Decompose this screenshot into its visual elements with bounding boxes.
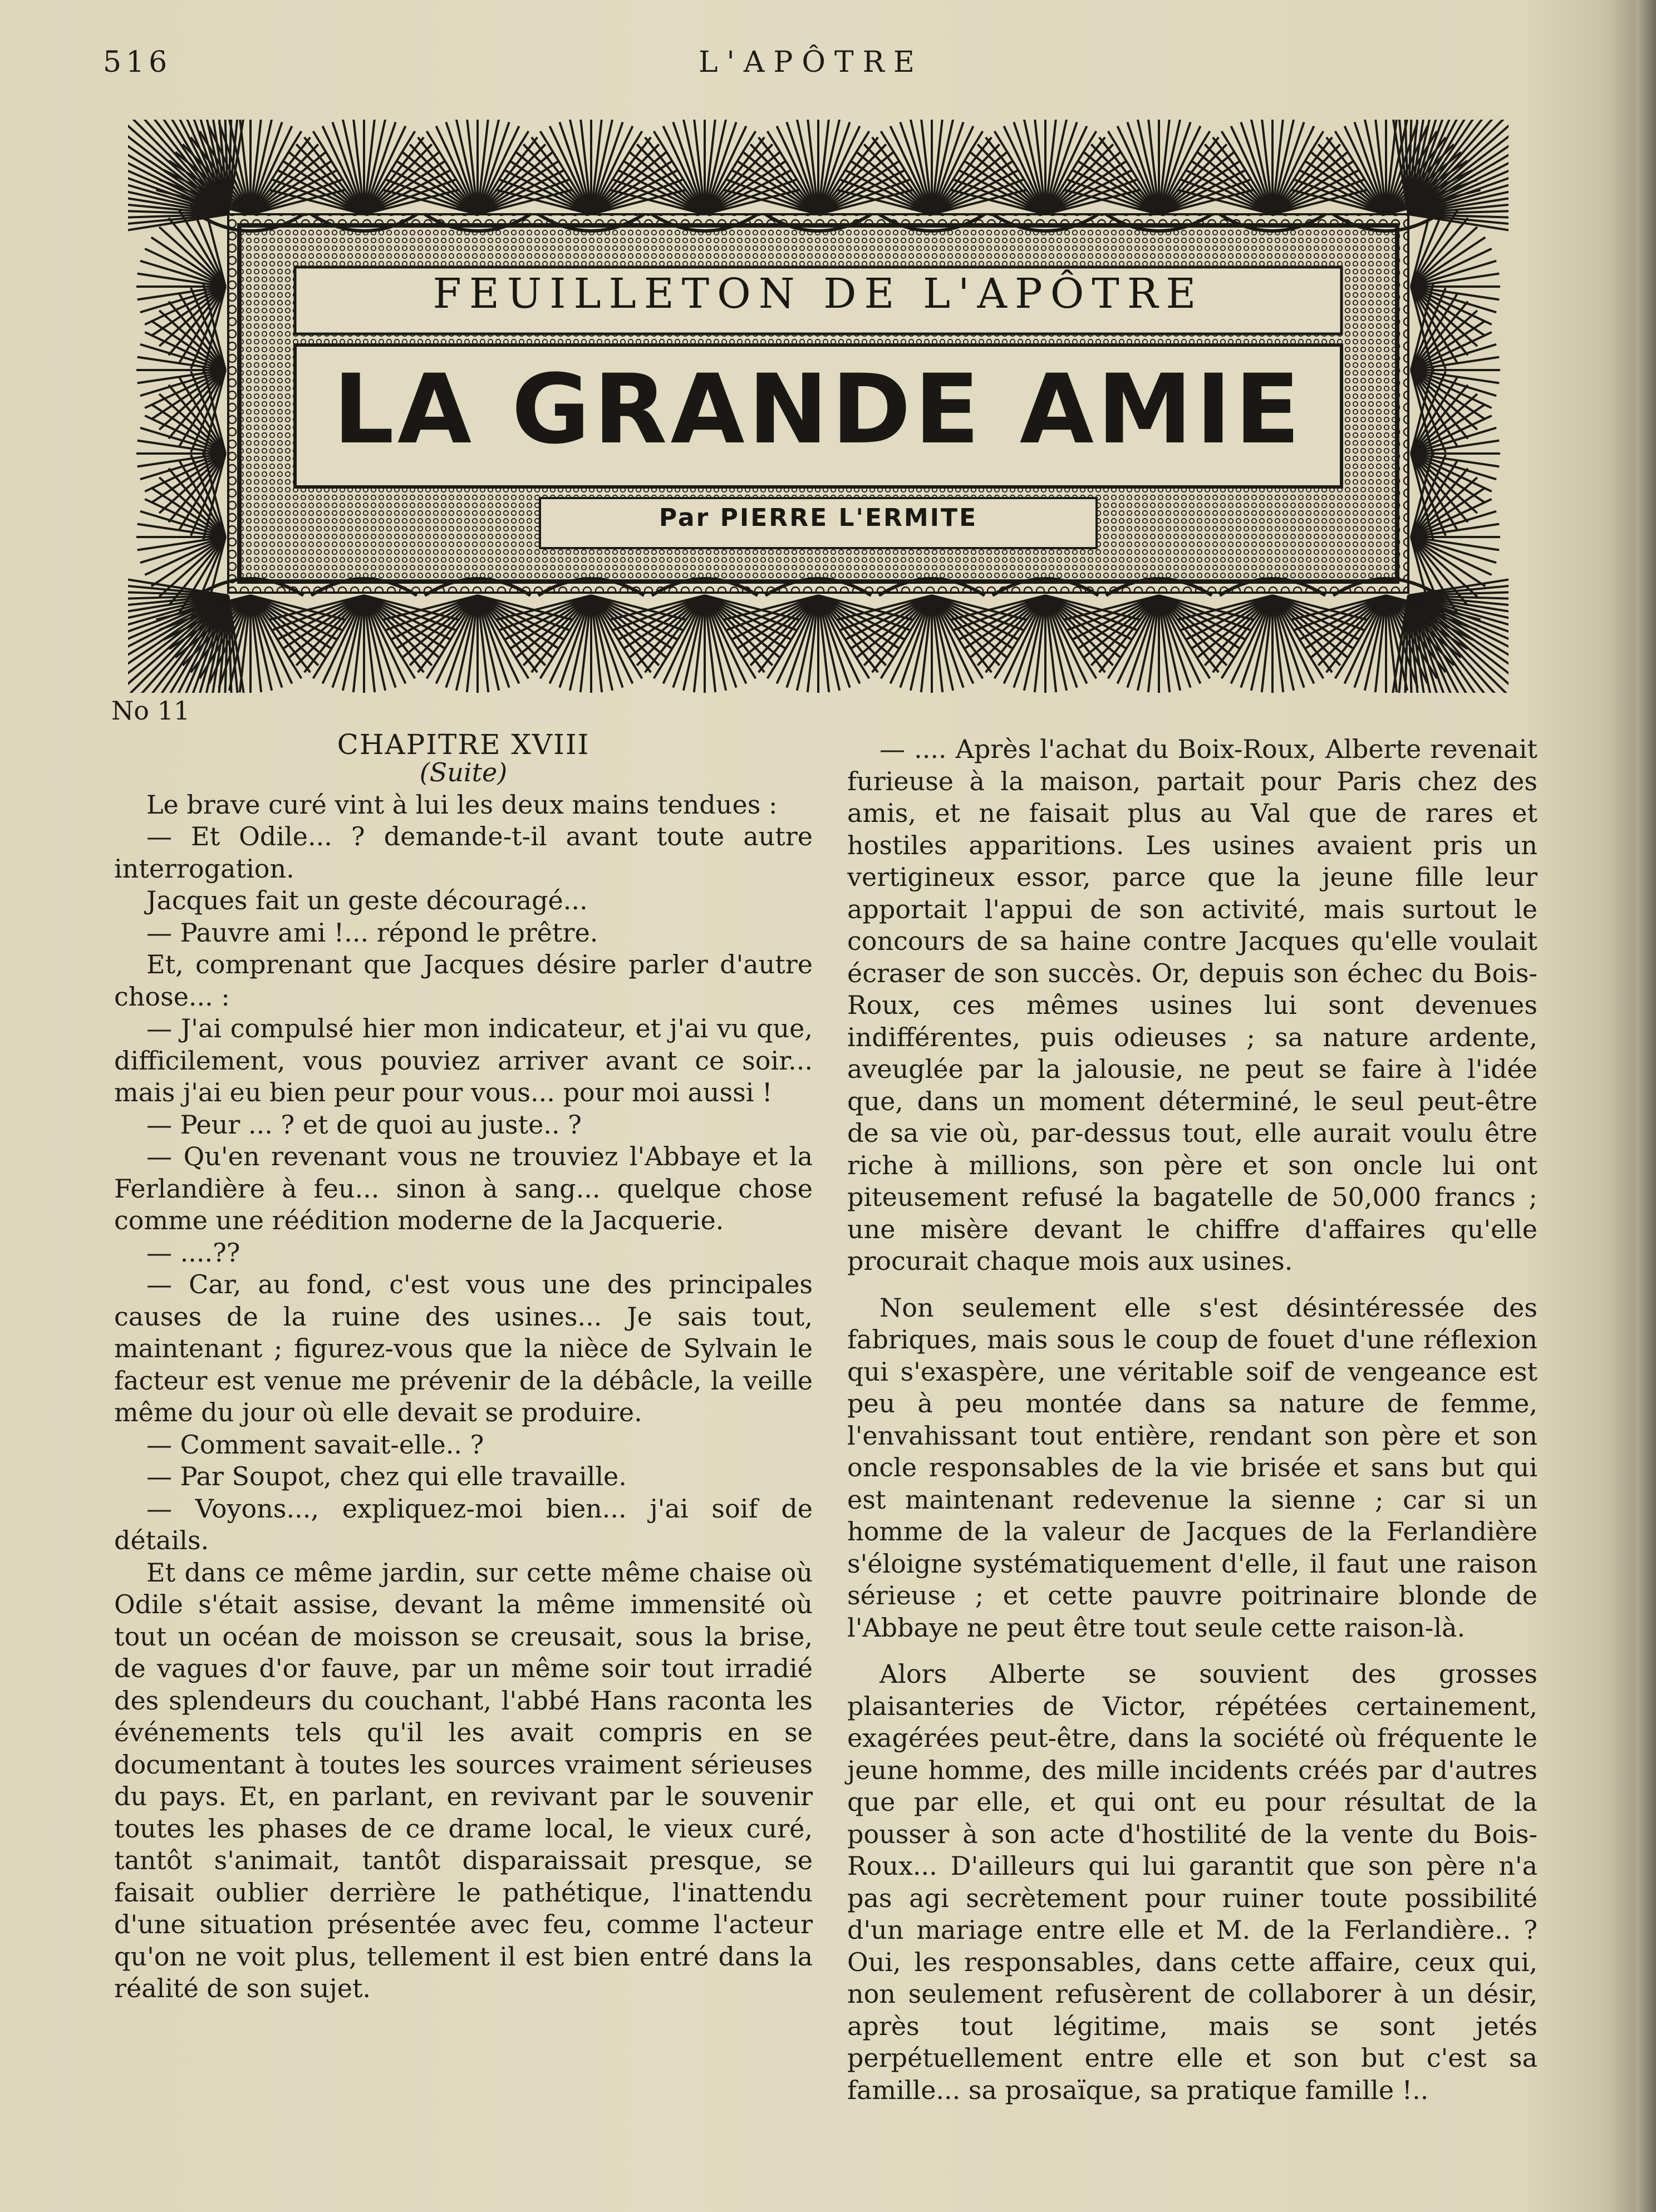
story-title: LA GRANDE AMIE: [333, 353, 1304, 465]
journal-title: L'APÔTRE: [699, 46, 923, 79]
paragraph: — Et Odile... ? demande-t-il avant toute autre interrogation.: [114, 821, 813, 884]
paragraph: — Qu'en revenant vous ne trouviez l'Abbaye et la Ferlandière à feu... sinon à sang... quelque chose comme une réédition moderne de la Jacquerie.: [114, 1141, 813, 1235]
paragraph: — Car, au fond, c'est vous une des principales causes de la ruine des usines... Je sais tout, maintenant ; figurez-vous que la nièce de Sylvain le facteur est venue me prévenir de la débâcle, la veille même du jour où elle devait se produire.: [114, 1269, 813, 1427]
paragraph: — Par Soupot, chez qui elle travaille.: [146, 1461, 627, 1491]
paragraph: Et, comprenant que Jacques désire parler d'autre chose... :: [114, 949, 813, 1012]
paragraph: — .... Après l'achat du Boix-Roux, Alberte revenait furieuse à la maison, partait pour Paris chez des amis, et ne faisait plus au Val que de rares et hostiles apparitions. Les usines avaient pris un vertigineux essor, parce que la jeune fille leur apportait l'appui de son activité, mais surtout le concours de sa haine contre Jacques qu'elle voulait écraser de son succès. Or, depuis son échec du Bois-Roux, ces mêmes usines lui sont devenues indifférentes, puis odieuses ; sa nature ardente, aveuglée par la jalousie, ne peut se faire à l'idée que, dans un moment déterminé, le seul peut-être de sa vie où, par-dessus tout, elle aurait voulu être riche à millions, son père et son oncle lui ont piteusement refusé la bagatelle de 50,000 francs ; une misère devant le chiffre d'affaires qu'elle procurait chaque mois aux usines.: [847, 734, 1537, 1276]
page-number: 516: [103, 46, 172, 79]
page-edge-shadow: [1636, 0, 1656, 2212]
paragraph: Et dans ce même jardin, sur cette même chaise où Odile s'était assise, devant la même immensité où tout un océan de moisson se creusait, sous la brise, de vagues d'or fauve, par un même soir tout irradié des splendeurs du couchant, l'abbé Hans raconta les événements tels qu'il les avait compris en se documentant à toutes les sources vraiment sérieuses du pays. Et, en parlant, en revivant par le souvenir toutes les phases de ce drame local, le vieux curé, tantôt s'animait, tantôt disparaissait presque, se faisait oublier derrière le pathétique, l'inattendu d'une situation présentée avec feu, comme l'acteur qu'on ne voit plus, tellement il est bien entré dans la réalité de son sujet.: [114, 1557, 813, 2003]
chapter-subheading: (Suite): [419, 757, 508, 787]
left-column: [114, 729, 813, 2005]
paragraph: Alors Alberte se souvient des grosses plaisanteries de Victor, répétées certainement, exagérées peut-être, dans la société où fréquente le jeune homme, des mille incidents créés par d'autres que par elle, et qui ont eu pour résultat de la pousser à son acte d'hostilité de la vente du Bois-Roux... D'ailleurs qui lui garantit que son père n'a pas agi secrètement pour ruiner toute possibilité d'un mariage entre elle et M. de la Ferlandière.. ? Oui, les responsables, dans cette affaire, ceux qui, non seulement refusèrent de collaborer à un désir, après tout légitime, mais se sont jetés perpétuellement entre elle et son but c'est sa famille... sa prosaïque, sa pratique famille !..: [847, 1659, 1537, 2105]
paragraph: — ....??: [146, 1237, 240, 1268]
paragraph: Jacques fait un geste découragé...: [146, 885, 588, 915]
paragraph: — J'ai compulsé hier mon indicateur, et j'ai vu que, difficilement, vous pouviez arriver avant ce soir... mais j'ai eu bien peur pour vous... pour moi aussi !: [114, 1013, 813, 1107]
running-head: [103, 39, 949, 89]
feuilleton-banner: [128, 120, 1508, 693]
paragraph: Non seulement elle s'est désintéressée des fabriques, mais sous le coup de fouet d'une réflexion qui s'exaspère, une véritable soif de vengeance est peu à peu montée dans sa nature de femme, l'envahissant tout entière, rendant son père et son oncle responsables de la vie brisée et sans but qui est maintenant redevenue la sienne ; car si un homme de la valeur de Jacques de la Ferlandière s'éloigne systématiquement d'elle, il faut une raison sérieuse ; et cette pauvre poitrinaire blonde de l'Abbaye ne peut être tout seule cette raison-là.: [847, 1292, 1537, 1643]
right-column: [847, 733, 1537, 2106]
paragraph: — Pauvre ami !... répond le prêtre.: [146, 917, 598, 948]
feuilleton-label: FEUILLETON DE L'APÔTRE: [433, 270, 1204, 318]
issue-number: No 11: [111, 696, 190, 726]
paragraph: — Comment savait-elle.. ?: [146, 1429, 484, 1460]
author-line: Par PIERRE L'ERMITE: [659, 504, 978, 532]
chapter-heading: CHAPITRE XVIII: [337, 728, 590, 761]
paragraph: — Peur ... ? et de quoi au juste.. ?: [146, 1109, 582, 1140]
paragraph: — Voyons..., expliquez-moi bien... j'ai soif de détails.: [114, 1493, 813, 1555]
paragraph: Le brave curé vint à lui les deux mains tendues :: [146, 789, 778, 820]
